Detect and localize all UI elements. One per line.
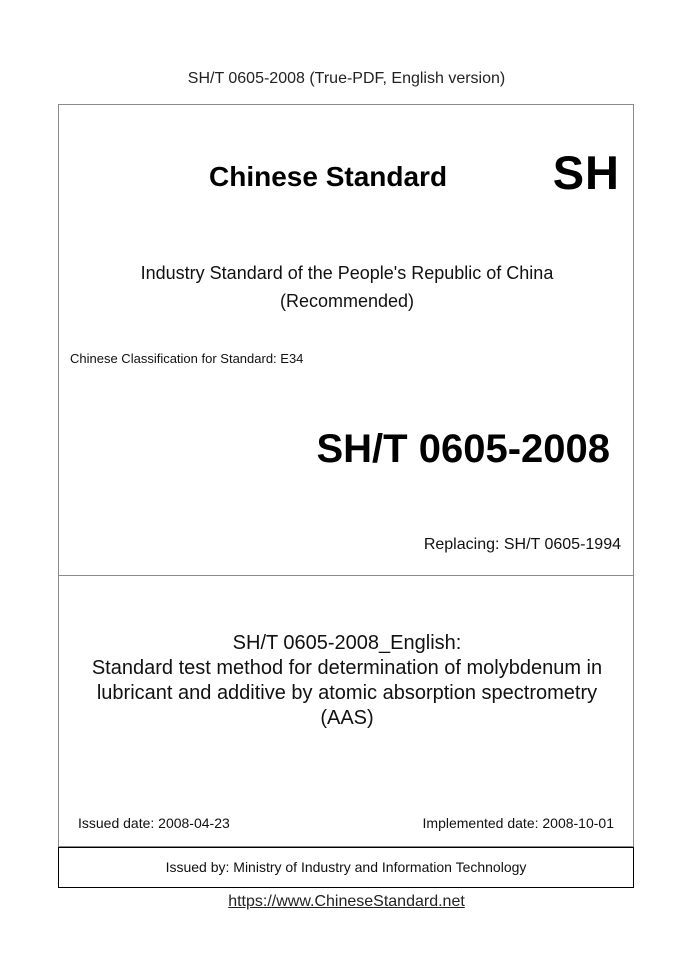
page-header: SH/T 0605-2008 (True-PDF, English version) <box>187 70 506 87</box>
recommended-label: (Recommended) <box>279 291 415 311</box>
implemented-date: Implemented date: 2008-10-01 <box>422 815 614 831</box>
issued-date: Issued date: 2008-04-23 <box>78 815 230 831</box>
standard-number: SH/T 0605-2008 <box>316 427 610 471</box>
cover-frame <box>58 104 634 888</box>
website-link[interactable]: https://www.ChineseStandard.net <box>228 893 465 910</box>
cover-title: Chinese Standard <box>209 161 448 192</box>
document-title <box>59 631 635 731</box>
issued-by-box: Issued by: Ministry of Industry and Information Technology <box>58 847 634 888</box>
standard-code-mark: SH <box>552 146 620 199</box>
cover-document-section <box>58 575 634 847</box>
document-title-line: Standard test method for determination of molybdenum in <box>91 657 603 679</box>
replacing-text: Replacing: SH/T 0605-1994 <box>423 536 621 553</box>
document-title-line: SH/T 0605-2008_English: <box>232 632 462 654</box>
document-title-line: (AAS) <box>320 707 374 729</box>
cover-top-section <box>58 104 634 576</box>
document-title-line: lubricant and additive by atomic absorption spectrometry <box>96 682 598 704</box>
industry-standard-line: Industry Standard of the People's Republic of China <box>140 263 554 283</box>
classification-text: Chinese Classification for Standard: E34 <box>70 351 304 366</box>
